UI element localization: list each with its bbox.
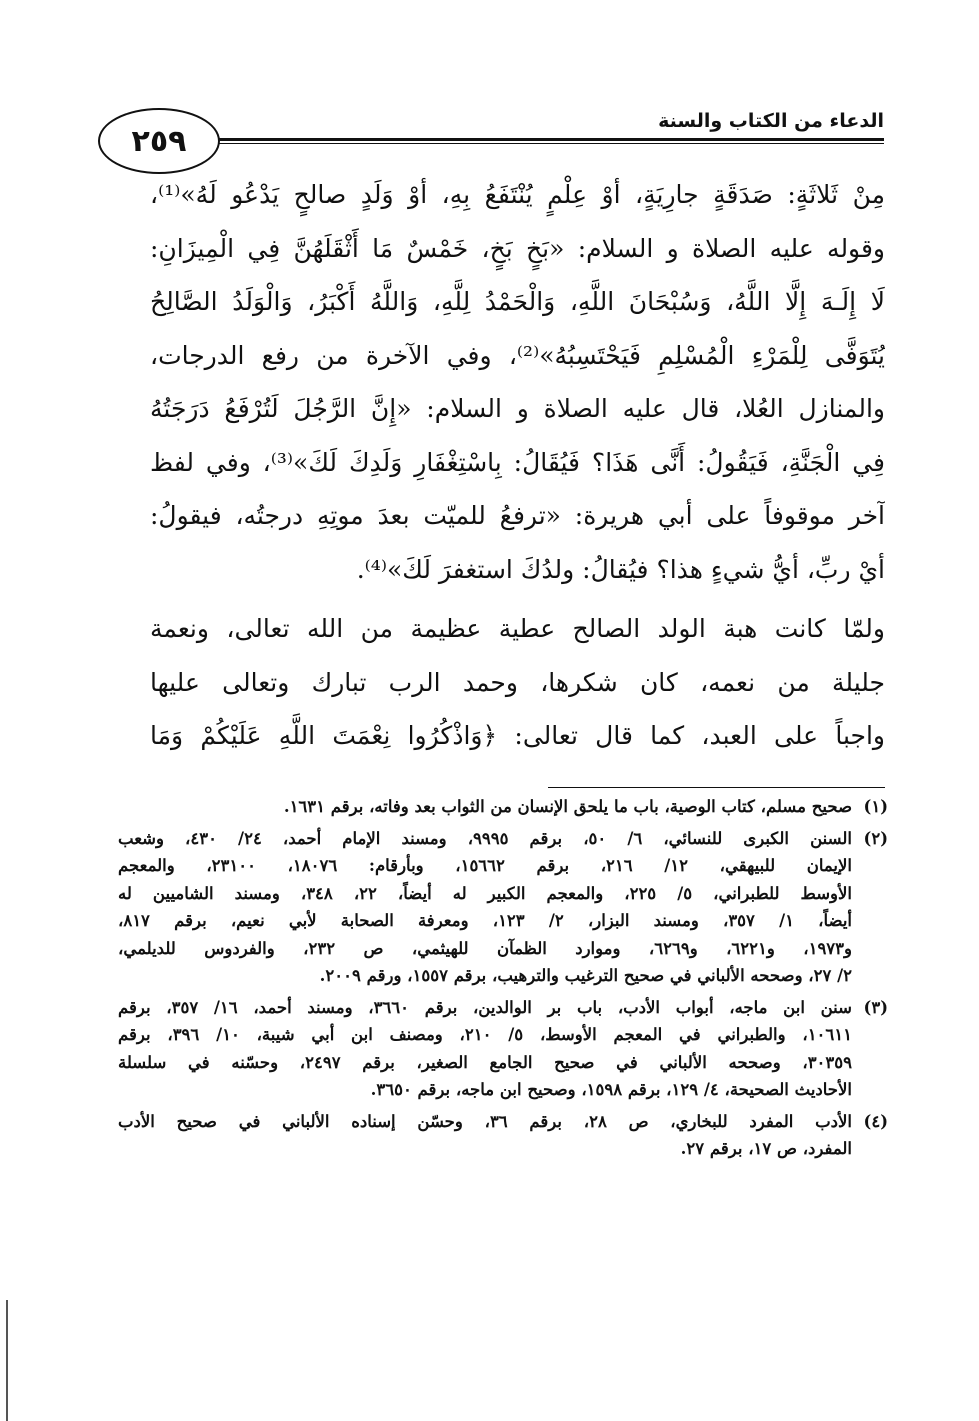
text-line: يُتَوَفَّى لِلْمَرْءِ الْمُسْلِمِ فَيَحْتَسِبُهُ»⁽²⁾، وفي الآخرة من رفع الدرجات، [150,340,885,370]
footnote-3 [118,994,888,1104]
text-line: والمنازل العُلا، قال عليه الصلاة و السلام: «إِنَّ الرَّجُلَ لَتُرْفَعُ دَرَجَتُهُ [150,394,885,423]
text-line: جليلة من نعمه، كان شكرها، وحمد الرب تبارك وتعالى عليها [150,667,885,697]
footnote-number: (٢) [863,828,888,848]
footnote-line: ١٠٦١١، والطبراني في المعجم الأوسط، ٥/ ٢١٠، ومصنف ابن أبي شيبة، ١٠/ ٣٩٦، برقم [118,1025,852,1044]
paragraph-1 [150,168,885,596]
page-number: ٢٥٩ [98,108,220,174]
header-rule [198,138,884,144]
footnote-line: الإيمان للبيهقي، ١٢/ ٢١٦، برقم ١٥٦٦٢، وبأرقام: ١٨٠٧٦، ٢٣١٠٠، والمعجم [118,856,852,875]
footnote-line: صحيح مسلم، كتاب الوصية، باب ما يلحق الإنسان من الثواب بعد وفاته، برقم ١٦٣١. [283,797,852,816]
footnote-line: ٢/ ٢٧، وصححه الألباني في صحيح الترغيب والترهيب، برقم ١٥٥٧، ورقم ٢٠٠٩. [319,966,852,985]
footnote-line: الأوسط للطبراني، ٥/ ٢٢٥، والمعجم الكبير له أيضاً، ٢٢، ٣٤٨، ومسند الشاميين له [118,883,852,903]
main-text [150,168,885,763]
text-line: آخر موقوفاً على أبي هريرة: «ترفعُ للميّت بعدَ موتِهِ درجتُه، فيقولُ: [150,501,885,530]
footnote-line: ٣٠٣٥٩، وصححه الألباني في صحيح الجامع الصغير، برقم ٢٤٩٧، وحسّنه في سلسلة [118,1052,852,1072]
footnote-4 [118,1108,888,1163]
footnote-line: السنن الكبرى للنسائي، ٦/ ٥٠، برقم ٩٩٩٥، ومسند الإمام أحمد، ٢٤/ ٤٣٠، وشعب [118,828,852,848]
footnote-2 [118,825,888,990]
text-line: ولمّا كانت هبة الولد الصالح عطية عظيمة من الله تعالى، ونعمة [150,614,885,643]
text-line: وقوله عليه الصلاة و السلام: «بَخٍ بَخٍ، خَمْسٌ مَا أَثْقَلَهُنَّ فِي الْمِيزَانِ: [150,233,885,263]
text-line: فِي الْجَنَّةِ، فَيَقُولُ: أَنَّى هَذَا؟ فَيُقَالُ: بِاسْتِغْفَارِ وَلَدِكَ لَكَ»⁽³⁾، وفي لفظ [150,447,885,477]
footnote-number: (٤) [863,1111,888,1131]
footnote-number: (٣) [863,997,888,1017]
text-line: أيْ ربِّ، أيُّ شيءٍ هذا؟ فيُقالُ: ولدُكَ استغفرَ لَكَ»⁽⁴⁾. [356,554,885,584]
footnote-line: أيضاً، ١/ ٣٥٧، ومسند البزار، ٢/ ١٢٣، ومعرفة الصحابة لأبي نعيم، برقم ٨١٧، [118,911,852,930]
text-line: لَا إِلَـهَ إِلَّا اللَّهُ، وَسُبْحَانَ اللَّهِ، وَالْحَمْدُ لِلَّهِ، وَاللَّهُ أَكْبَرُ، وَالْوَلَدُ الصَّالِحُ [150,287,885,316]
footnote-line: المفرد، ص ١٧، برقم ٢٧. [680,1139,852,1158]
footnote-line: الأدب المفرد للبخاري، ص ٢٨، برقم ٣٦، وحسّن إسناده الألباني في صحيح الأدب [118,1111,853,1131]
footnote-line: الأحاديث الصحيحة، ٤/ ١٢٩، برقم ١٥٩٨، وصحيح ابن ماجه، برقم ٣٦٥٠. [370,1080,852,1099]
page-header [98,100,884,160]
text-line: مِنْ ثَلاثَةٍ: صَدَقَةٍ جارِيَةٍ، أوْ عِلْمٍ يُنْتَفَعُ بِهِ، أوْ وَلَدٍ صالحٍ يَدْعُو لَهُ»⁽¹⁾، [150,180,885,209]
footnote-line: و١٩٧٣، و٦٢٢١، و٦٢٦٩، وموارد الظمآن للهيثمي، ص ٢٣٢، والفردوس للديلمي، [118,938,852,958]
footnote-line: سنن ابن ماجه، أبواب الأدب، باب بر الوالدين، برقم ٣٦٦٠، ومسند أحمد، ١٦/ ٣٥٧، برقم [118,997,852,1017]
paragraph-2 [150,602,885,763]
footnote-1 [118,793,888,821]
footnotes [118,793,888,1167]
text-line: واجباً على العبد، كما قال تعالى: ﴿وَاذْكُرُوا نِعْمَتَ اللَّهِ عَلَيْكُمْ وَمَا [150,721,885,750]
scan-edge-mark [6,1300,8,1421]
footnote-separator [548,787,885,788]
footnote-number: (١) [863,797,888,816]
running-title: الدعاء من الكتاب والسنة [658,110,884,132]
